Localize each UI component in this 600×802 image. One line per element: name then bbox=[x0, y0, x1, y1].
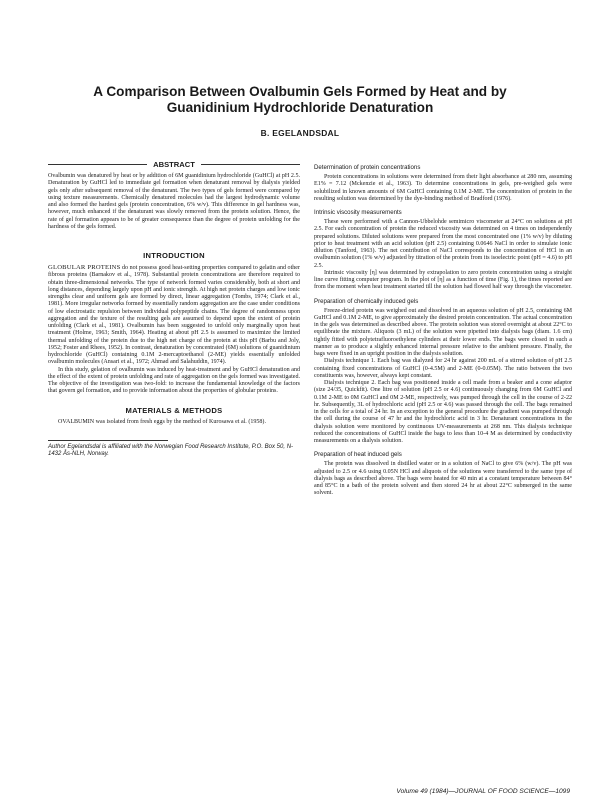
right-column bbox=[314, 164, 572, 498]
section-paragraph: Dialysis technique 2. Each bag was positioned inside a cell made from a beaker and a cone adaptor (size 24/35, Quickfit). One litre of solution (pH 2.5 or 4.6) continuously changing from 6M GuHCl and 0.1M 2-ME to 0M GuHCl and 0M 2-ME, respectively, was pumped through the cell in the course of 2-22 hr. Subsequently, 3L of hydrochloric acid (pH 2.5 or 4.6) was passed through the cell. The bags remained in the cells for a total of 24 hr. In an exception to the general procedure the gradient was pumped through the cell during the course of 47 hr and the hydrochloric acid in 3 hr. Denaturant concentrations in the dialysis solution were monitored by continuous UV-measurements at 268 nm. This dialysis technique reduced the concentrations of GuHCl inside the bags to less than 10-4 M as determined by conductivity measurements on a dialysis solution. bbox=[314, 380, 572, 444]
article-title: A Comparison Between Ovalbumin Gels Formed by Heat and by Guanidinium Hydrochloride Denaturation bbox=[93, 84, 507, 115]
methods-text: OVALBUMIN was isolated from fresh eggs by the method of Kurosawa et al. (1958). bbox=[58, 418, 266, 425]
page-footer: Volume 49 (1984)—JOURNAL OF FOOD SCIENCE—1099 bbox=[396, 788, 570, 795]
methods-heading: MATERIALS & METHODS bbox=[125, 405, 223, 415]
intro-paragraph-1-text: do not possess good heat-setting properties compared to gelatin and other fibrous proteins (Barnakov et al., 1978). Substantial protein concentrations are therefore required to obtain three-dimensional networks. The type of network formed varies considerably, both at short and long distances, depending largely upon pH and ionic strength. At high net protein charges and low ionic strengths clear and uniform gels are formed by direct, linear aggregation (Tombs, 1974; Clark et al., 1981). More irregular networks formed by essentially random aggregation are the case under conditions of low electrostatic repulsion between individual polypeptide chains. The degree of randomness upon aggregation and the texture of the resulting gels are assumed to depend upon the extent of protein unfolding (Clark et al., 1981). Ovalbumin has been suggested to unfold only marginally upon heat treatment (Holme, 1963; Smith, 1964). Heating at about pH 2.5 is assumed to maximize the limited thermal unfolding of the protein due to the high net charge of the protein at this pH (Barbu and Joly, 1952; Foster and Rhees, 1952). In contrast, denaturation by concentrated (6M) solutions of guanidinium hydrochloride (GuHCl) containing 0.1M 2-mercaptoethanol (2-ME) yields essentially unfolded ovalbumin molecules (Ansari et al., 1972; Ahmad and Salahuddin, 1974). bbox=[48, 265, 300, 366]
section-paragraph: These were performed with a Cannon-Ubbelohde semimicro viscometer at 24°C on solutions at pH 2.5. For each concentration of protein the reduced viscosity was determined on 4 times on independently prepared solutions. Diluted solutions were prepared from the most concentrated one (1% w/v) by diluting prior to heat treatment with an acid solution (pH 2.5) containing 0.0646 NaCl in order to simulate ionic dilution (Tanford, 1963). The net contribution of NaCl corresponds to the concentration of HCl in an ovalbumin solution (1% w/v) adjusted by titration of the protein from its isoelectric point (pH = 4.6) to pH 2.5. bbox=[314, 219, 572, 269]
section-heading-chemical-gels: Preparation of chemically induced gels bbox=[314, 297, 419, 305]
left-column bbox=[48, 160, 300, 459]
intro-paragraph-2: In this study, gelation of ovalbumin was induced by heat-treatment and by GuHCl denaturation and the effect of the extent of protein unfolding and rate of aggregation on the gels formed was investigated. The objective of the investigation was two-fold: to increase the fundamental knowledge of the factors that govern gel formation, and to provide information about the properties of globular proteins. bbox=[48, 366, 300, 395]
author-affiliation: Author Egelandsdal is affiliated with the Norwegian Food Research Institute, P.O. Box 50, N-1432 Ås-NLH, Norway. bbox=[48, 443, 294, 458]
abstract-title: ABSTRACT bbox=[153, 160, 195, 169]
abstract-rule-right bbox=[201, 164, 300, 165]
introduction-heading: INTRODUCTION bbox=[143, 251, 205, 260]
section-paragraph: The protein was dissolved in distilled water or in a solution of NaCl to give 6% (w/v). The pH was adjusted to 2.5 or 4.6 using 0.05N HCl and aliquots of the solutions were transferred to the same type of dialysis bags as described above. The bags were heated for 40 min at a constant temperature between 84° and 85°C in a bath of the protein solvent and then stored 24 hr at about 22°C submerged in the same solvent. bbox=[314, 461, 572, 497]
intro-paragraph-1 bbox=[48, 264, 300, 367]
section-heading-concentration: Determination of protein concentrations bbox=[314, 164, 421, 171]
abstract-rule-left bbox=[48, 164, 147, 165]
section-paragraph: Dialysis technique 1. Each bag was dialyzed for 24 hr against 200 mL of a stirred solution of pH 2.5 containing fixed concentrations of GuHCl (0-4.5M) and 2-ME (0-0.05M). The ratio between the two constituents was, however, always kept constant. bbox=[314, 358, 572, 379]
abstract-text: Ovalbumin was denatured by heat or by addition of 6M guanidinium hydrochloride (GuHCl) at pH 2.5. Denaturation by GuHCl led to immediate gel formation when denaturant removal by dialysis yielded gels only after subsequent removal of the denaturant. The two types of gels formed were compared by using texture measurements. Chemically denatured molecules had the largest hydrodynamic volume and also formed the hardest gels (protein concentration, 6% w/v). This difference in gel hardness was, however, much enhanced if the denaturant was slowly removed from the protein solution. Hence, the rate of gel formation appears to be of greater consequence than the degree of protein unfolding for the hardness of the gels formed. bbox=[48, 173, 300, 230]
section-paragraph: Intrinsic viscosity [η] was determined by extrapolation to zero protein concentration using a straight line curve fitting computer program. In the plot of [η] as a function of time (Fig. 1), the times reported are from the moment when heat treatment started till the solution had flowed half way through the viscometer. bbox=[314, 269, 572, 291]
author-name: B. EGELANDSDAL bbox=[260, 128, 340, 138]
abstract-heading bbox=[48, 160, 300, 169]
section-heading-viscosity: Intrinsic viscosity measurements bbox=[314, 209, 402, 216]
section-heading-heat-gels: Preparation of heat induced gels bbox=[314, 451, 402, 459]
section-paragraph: Freeze-dried protein was weighed out and dissolved in an aqueous solution of pH 2.5, containing 6M GuHCl and 0.1M 2-ME, to give approximately the desired protein concentration. The actual concentration in the gels was determined as described above. The protein solution was stored overnight at about 22°C to equilibrate the mixture. Aliquots (3 mL) of the solution were pipetted into dialysis bags (diam. 1.6 cm) tightly fitted with polytetrafluoroethylene cylinders at their lower ends. The bags were closed in such a manner as to produce a slightly enhanced internal pressure relative to the ambient pressure. Finally, the bags were fixed in an upright position in the dialysis solution. bbox=[314, 307, 572, 357]
intro-lead: GLOBULAR PROTEINS bbox=[48, 264, 121, 271]
section-paragraph: Protein concentrations in solutions were determined from their light absorbance at 280 nm, assuming E1% = 7.12 (Mckenzie et al., 1963). To determine concentrations in gels, pre-weighed gels were solubilized in known amounts of 6M GuHCl containing 0.1M 2-ME. The concentration of protein in the resulting solution was determined by the dye-binding method of Bradford (1976). bbox=[314, 174, 572, 202]
footnote-rule bbox=[48, 440, 168, 441]
